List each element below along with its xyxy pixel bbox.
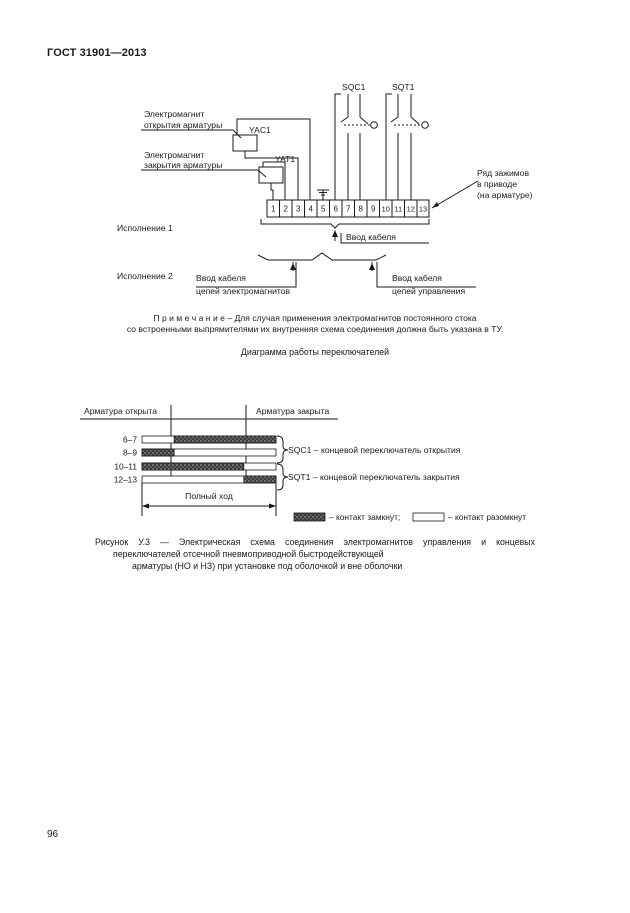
label-valve-closed: Арматура закрыта [256, 406, 330, 416]
label-variant2: Исполнение 2 [117, 271, 173, 281]
label-cable-entry: Ввод кабеля [346, 232, 396, 242]
variant1-arrow [332, 230, 338, 237]
caption-line-1: Рисунок У.3 — Электрическая схема соединения электромагнитов управления и концевых [95, 537, 535, 547]
variant1-brace [261, 219, 429, 243]
contact-closed-segment [142, 463, 244, 470]
label-terminal-row-1: Ряд зажимов [477, 168, 530, 178]
legend-closed-swatch [294, 513, 325, 521]
contact-row-label: 12–13 [113, 474, 137, 485]
page-number: 96 [47, 829, 59, 840]
terminal-number: 4 [308, 204, 313, 214]
contact-row-label: 8–9 [123, 447, 137, 458]
variant2-arrow-em [290, 263, 296, 270]
label-em-open-1: Электромагнит [144, 109, 205, 119]
coil-yac1 [233, 135, 257, 151]
legend-closed-label: – контакт замкнут; [329, 512, 401, 522]
diagram-title: Диаграмма работы переключателей [240, 347, 390, 357]
contact-row-label: 10–11 [114, 461, 137, 472]
terminal-number: 1 [271, 204, 276, 214]
terminal-number: 11 [394, 204, 403, 214]
terminal-number: 13 [418, 204, 428, 214]
full-stroke-arrow-right [269, 504, 276, 509]
variant2-arrow-ctrl [369, 263, 375, 270]
caption-line-3: арматуры (НО и НЗ) при установке под оболочкой и вне оболочки [132, 561, 403, 571]
terminal-numbers [271, 205, 427, 214]
caption-line-2: переключателей отсечной пневмоприводной быстродействующей [113, 549, 384, 559]
label-sqt1-desc: SQT1 – концевой переключатель закрытия [288, 472, 460, 482]
coil-yat1 [259, 167, 283, 183]
label-em-open-2: открытия арматуры [144, 120, 223, 130]
legend-open-swatch [413, 513, 444, 521]
label-em-close-1: Электромагнит [144, 150, 205, 160]
label-cable-ctrl-1: Ввод кабеля [392, 273, 442, 283]
label-sqt1: SQT1 [392, 82, 415, 92]
terminal-number: 12 [406, 204, 415, 214]
terminal-number: 5 [321, 204, 326, 214]
label-valve-open: Арматура открыта [84, 406, 158, 416]
contact-rows [114, 435, 276, 485]
terminal-number: 8 [358, 204, 363, 214]
legend-open-label: – контакт разомкнут [448, 512, 527, 522]
terminal-number: 9 [371, 204, 376, 214]
note-line-1: П р и м е ч а н и е – Для случая применения электромагнитов постоянного стока [153, 313, 477, 323]
terminal-number: 3 [296, 204, 301, 214]
terminal-row-arrowhead [432, 202, 439, 208]
label-variant1: Исполнение 1 [117, 223, 173, 233]
label-yat1: YAT1 [275, 154, 296, 164]
contact-closed-segment [244, 476, 276, 483]
label-yac1: YAC1 [249, 125, 271, 135]
label-sqc1: SQC1 [342, 82, 366, 92]
terminal-number: 2 [283, 204, 288, 214]
label-cable-ctrl-2: цепей управления [392, 286, 466, 296]
contact-row-label: 6–7 [123, 434, 137, 445]
label-cable-em-2: цепей электромагнитов [196, 286, 291, 296]
label-full-stroke: Полный ход [185, 491, 233, 501]
label-cable-em-1: Ввод кабеля [196, 273, 246, 283]
contact-closed-segment [174, 436, 276, 443]
full-stroke-arrow-left [142, 504, 149, 509]
label-sqc1-desc: SQC1 – концевой переключатель открытия [288, 445, 461, 455]
label-em-close-2: закрытия арматуры [144, 160, 223, 170]
terminal-number: 6 [333, 204, 338, 214]
terminal-number: 10 [381, 204, 390, 214]
figure-caption [95, 536, 535, 572]
note-line-2: со встроенными выпрямителями их внутренняя схема соединения должна быть указана в ТУ. [126, 324, 504, 334]
terminal-number: 7 [346, 204, 351, 214]
label-terminal-row-3: (на арматуре) [477, 190, 533, 200]
document-header: ГОСТ 31901—2013 [47, 47, 147, 59]
contact-closed-segment [142, 449, 174, 456]
label-terminal-row-2: в приводе [477, 179, 518, 189]
